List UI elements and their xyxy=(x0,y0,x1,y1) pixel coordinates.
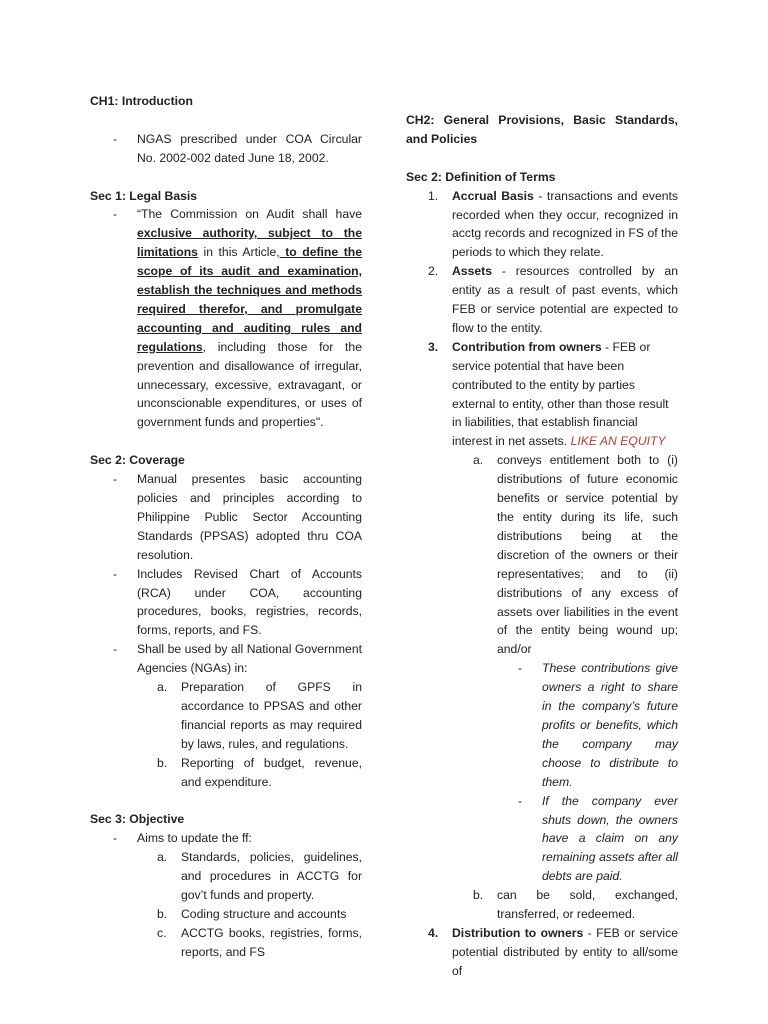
list-item xyxy=(157,754,362,792)
list-item xyxy=(518,659,678,791)
list-item xyxy=(113,829,362,848)
number-marker: 2. xyxy=(428,264,439,279)
term-definition xyxy=(452,338,678,451)
left-column xyxy=(90,92,362,962)
list-item xyxy=(157,848,362,905)
list-item xyxy=(473,886,678,924)
objective-subitem: Standards, policies, guidelines, and procedures in ACCTG for gov’t funds and property. xyxy=(181,850,362,902)
list-item xyxy=(157,905,362,924)
coverage-item: Shall be used by all National Government Agencies (NGAs) in: xyxy=(137,642,362,676)
sec3-heading: Sec 3: Objective xyxy=(90,812,185,827)
dash-marker: - xyxy=(113,207,118,222)
term-name: Assets xyxy=(452,264,492,279)
list-item xyxy=(428,338,678,451)
sec2-heading: Sec 2: Coverage xyxy=(90,453,185,468)
list-item xyxy=(473,451,678,659)
list-item xyxy=(428,262,678,338)
ch1-heading: CH1: Introduction xyxy=(90,94,193,108)
list-item xyxy=(428,924,678,981)
term-text: - transactions and events recorded when they occur, recognized in acctg records and recognized in FS of the periods to which they relate. xyxy=(452,188,678,260)
alpha-marker: a. xyxy=(157,680,168,695)
term-name: Accrual Basis xyxy=(452,188,534,203)
alpha-marker: a. xyxy=(473,453,484,468)
alpha-marker: b. xyxy=(157,906,168,921)
dash-marker: - xyxy=(113,642,118,657)
list-item xyxy=(157,924,362,962)
quote-mid: in this Article, xyxy=(197,245,280,260)
coverage-subitem: Reporting of budget, revenue, and expenditure. xyxy=(181,755,362,789)
number-marker: 4. xyxy=(428,925,439,940)
dash-marker: - xyxy=(518,793,523,808)
term-text: - resources controlled by an entity as a result of past events, which FEB or service potential are expected to flow to the entity. xyxy=(452,264,678,335)
dash-marker: - xyxy=(518,661,523,676)
dash-marker: - xyxy=(113,566,118,581)
intro-text: NGAS prescribed under COA Circular No. 2002-002 dated June 18, 2002. xyxy=(137,131,362,165)
right-column xyxy=(406,111,678,981)
number-marker: 3. xyxy=(428,339,439,354)
list-item xyxy=(518,792,678,887)
term-name: Distribution to owners xyxy=(452,925,584,940)
italic-note: These contributions give owners a right to share in the company’s future profits or benefits, which the company may choose to distribute to them. xyxy=(542,661,678,789)
subitem-text: can be sold, exchanged, transferred, or redeemed. xyxy=(497,888,678,922)
objective-subitem: Coding structure and accounts xyxy=(181,906,347,921)
list-item xyxy=(157,678,362,754)
alpha-marker: b. xyxy=(473,888,484,903)
alpha-marker: c. xyxy=(157,925,167,940)
alpha-marker: a. xyxy=(157,850,168,865)
coverage-item: Includes Revised Chart of Accounts (RCA) under COA, accounting procedures, books, registries, records, forms, reports, and FS. xyxy=(137,566,362,638)
list-item xyxy=(113,205,362,432)
term-definition xyxy=(452,262,678,338)
legal-basis-quote xyxy=(137,205,362,432)
coverage-item: Manual presentes basic accounting policies and principles according to Philippine Public Sector Accounting Standards (PPSAS) adopted thru COA resolution. xyxy=(137,472,362,562)
coverage-subitem: Preparation of GPFS in accordance to PPSAS and other financial reports as may required by laws, rules, and regulations. xyxy=(181,680,362,751)
ch2-heading: CH2: General Provisions, Basic Standards, and Policies xyxy=(406,113,678,146)
objective-subitem: ACCTG books, registries, forms, reports, and FS xyxy=(181,925,362,959)
list-item xyxy=(428,187,678,263)
list-item xyxy=(113,130,362,168)
dash-marker: - xyxy=(113,472,118,487)
term-definition xyxy=(452,187,678,263)
list-item xyxy=(113,470,362,565)
italic-note: If the company ever shuts down, the owners have a claim on any remaining assets after all debts are paid. xyxy=(542,793,678,884)
quote-end: , including those for the prevention and disallowance of irregular, unnecessary, excessive, extravagant, or unconscionable expenditures, or uses of government funds and properties". xyxy=(137,339,362,430)
dash-marker: - xyxy=(113,131,118,146)
alpha-marker: b. xyxy=(157,755,168,770)
equity-note: LIKE AN EQUITY xyxy=(570,434,666,449)
list-item xyxy=(113,565,362,641)
list-item xyxy=(113,640,362,678)
term-definition xyxy=(452,924,678,981)
quote-underline-1: exclusive authority, subject to the limitations xyxy=(137,226,362,260)
subitem-text: conveys entitlement both to (i) distributions of future economic benefits or service potential by the entity during its life, such distributions being at the discretion of the owners or their representatives; and to (ii) distributions of any excess of assets over liabilities in the event of the entity being wound up; and/or xyxy=(497,453,678,657)
quote-open: “The Commission on Audit shall have xyxy=(137,207,362,222)
term-name: Contribution from owners xyxy=(452,339,602,354)
quote-underline-2: to define the scope of its audit and examination, establish the techniques and methods required therefor, and promulgate accounting and auditing rules and regulations xyxy=(137,245,362,354)
dash-marker: - xyxy=(113,831,118,846)
objective-item: Aims to update the ff: xyxy=(137,831,252,846)
sec1-heading: Sec 1: Legal Basis xyxy=(90,188,198,203)
term-text: - FEB or service potential distributed by entity to all/some of xyxy=(452,925,678,978)
definitions-heading: Sec 2: Definition of Terms xyxy=(406,169,556,184)
number-marker: 1. xyxy=(428,188,439,203)
term-text: - FEB or service potential that have been contributed to the entity by parties external to entity, other than those result in liabilities, that establish financial interest in net assets. xyxy=(452,339,669,449)
